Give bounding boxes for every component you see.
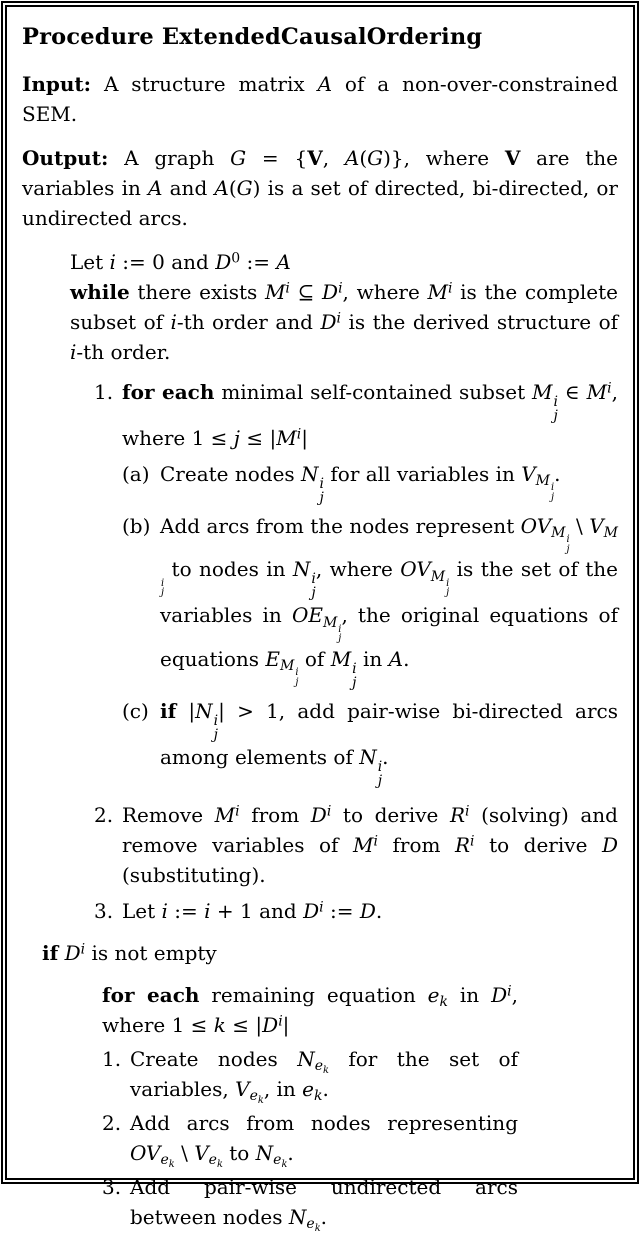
sublist-c-text: if |N i j | > 1, add pair-wise bi-directed arcs among elements of N i j .	[160, 699, 618, 790]
list-item-3	[94, 896, 618, 926]
item-1-body	[122, 377, 618, 794]
item-3-text: Let i := i + 1 and $D^i$ := D.	[122, 899, 383, 924]
sublist-item-a	[122, 459, 618, 505]
final-item-2-label: 2.	[102, 1111, 122, 1136]
final-item-1-text: Create nodes $N_{e_k}$ for the set of variables, $V_{e_k}$, in $e_k$.	[130, 1047, 518, 1107]
final-list-item-1	[102, 1044, 518, 1107]
item-2-text: Remove $M^i$ from $D^i$ to derive $R^i$ (solving) and remove variables of $M^i$ from $R^i$ to derive D (substituting).	[122, 803, 618, 888]
item-2-label: 2.	[94, 803, 114, 828]
output-paragraph: Output: A graph G = {V, A(G)}, where V are the variables in A and A(G) is a set of directed, bi-directed, or undirected arcs.	[22, 145, 619, 230]
input-paragraph: Input: A structure matrix A of a non-over-constrained SEM.	[22, 71, 618, 126]
init-line: Let i := 0 and $D^0$ := A	[70, 249, 291, 274]
while-paragraph: while there exists $M^i$ ⊆ $D^i$, where $M^i$ is the complete subset of i-th order and $D^i$ is the derived structure of i-th order.	[70, 279, 619, 364]
final-block	[102, 980, 518, 1232]
main-numbered-list	[94, 377, 618, 926]
list-item-1	[94, 377, 618, 794]
item-1-label: 1.	[94, 379, 114, 404]
sublist-a-text: Create nodes N i j for all variables in $V_{M i j}$ .	[160, 461, 561, 506]
foreach-paragraph: for each remaining equation $e_k$ in $D^i$, where $1 \le k \le |D^i|$	[102, 983, 518, 1038]
procedure-box	[1, 1, 639, 1234]
procedure-title: Procedure ExtendedCausalOrdering	[22, 24, 483, 50]
main-block	[70, 247, 618, 926]
sublist-item-b	[122, 511, 618, 690]
final-item-1-label: 1.	[102, 1047, 122, 1072]
sublist-item-c	[122, 696, 618, 788]
sublist-c-label: (c)	[122, 699, 149, 724]
item-1-text: for each minimal self-contained subset M i j ∈ $M^i$, where $1 \le j \le |M^i|$	[122, 379, 618, 450]
item-3-label: 3.	[94, 899, 114, 924]
final-item-3-label: 3.	[102, 1175, 122, 1200]
sublist-a-label: (a)	[122, 461, 150, 486]
final-list-item-2	[102, 1108, 518, 1171]
if-not-empty-line: if $D^i$ is not empty	[42, 941, 217, 966]
final-list-item-3	[102, 1172, 518, 1232]
sublist-b-label: (b)	[122, 513, 151, 538]
sublist-b-text: Add arcs from the nodes represent $OV_{M i j}$ \ $V_{M i j}$ to nodes in N i j , where $OV_{M i j}$ is the set of the variables in $OE_{M i j}$ , the original equations of equations $E_{M i j}$ of M i j in A.	[160, 513, 619, 692]
letter-sublist	[122, 459, 618, 788]
final-item-2-text: Add arcs from nodes representing $OV_{e_k}$ \ $V_{e_k}$ to $N_{e_k}$.	[130, 1111, 518, 1171]
list-item-2	[94, 800, 618, 890]
final-item-3-text: Add pair-wise undirected arcs between nodes $N_{e_k}$.	[130, 1175, 518, 1234]
